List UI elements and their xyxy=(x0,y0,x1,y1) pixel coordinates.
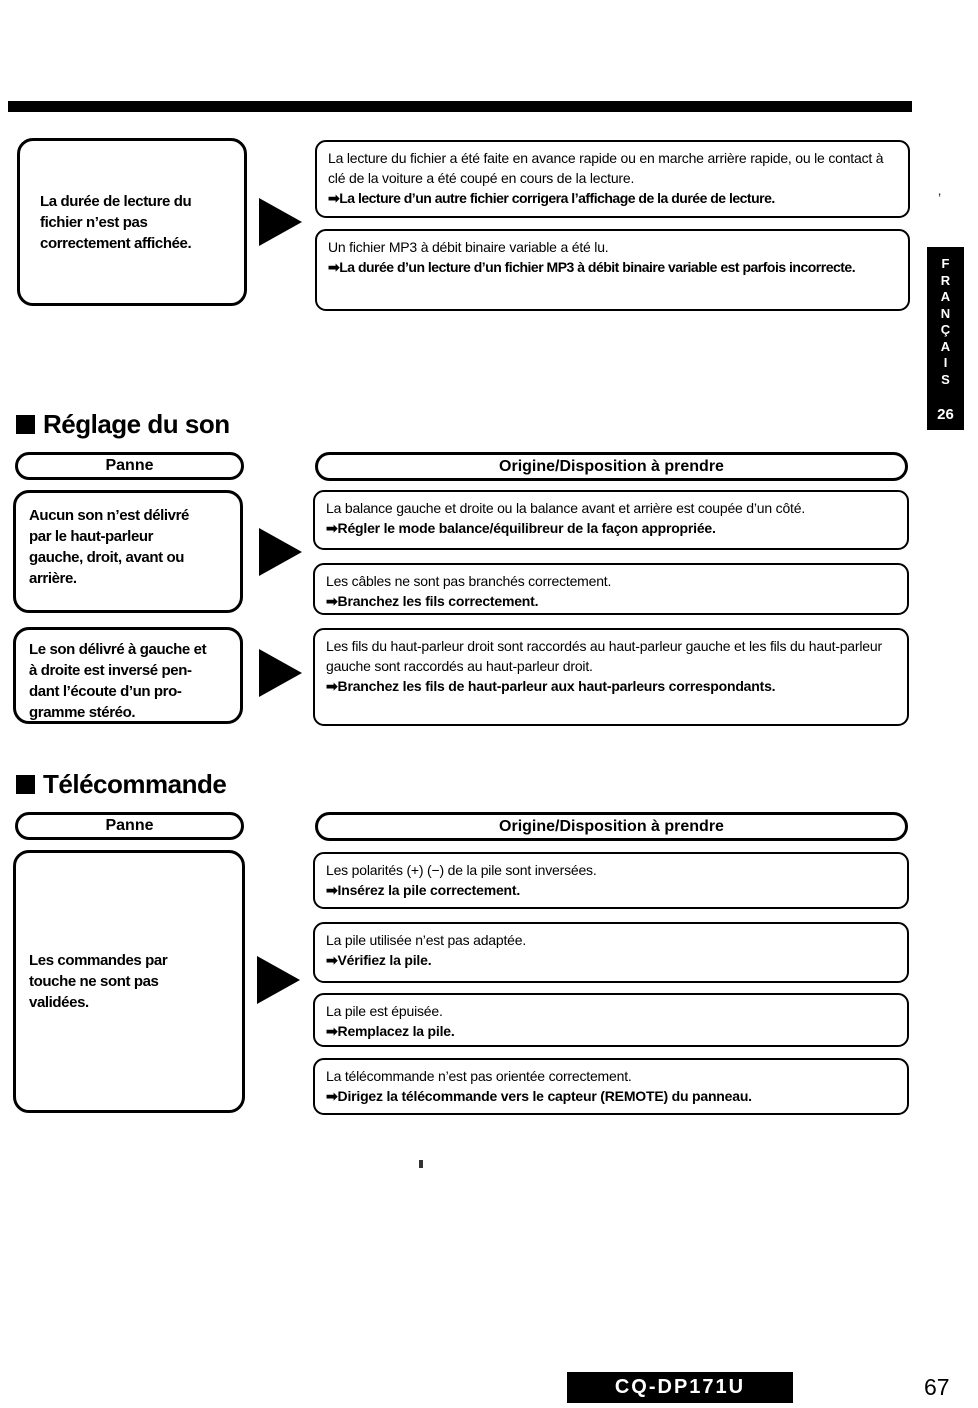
cause-box xyxy=(313,563,909,615)
panne-line: La durée de lecture du xyxy=(40,192,192,210)
pill-label: Origine/Disposition à prendre xyxy=(499,817,724,835)
panne-line: correctement affichée. xyxy=(40,234,192,252)
panne-line: dant l’écoute d’un pro- xyxy=(29,683,182,700)
cause-text: La télécommande n’est pas orientée correctement. xyxy=(326,1068,632,1084)
scan-speck xyxy=(419,1160,423,1168)
lang-letter: A xyxy=(940,338,951,354)
panne-box-remote-keys xyxy=(13,850,245,1113)
panne-box-no-sound xyxy=(13,490,243,613)
panne-line: validées. xyxy=(29,994,89,1011)
cause-box xyxy=(313,852,909,909)
section-header-telecommande xyxy=(16,769,226,800)
lang-letter: R xyxy=(940,272,951,288)
cause-box xyxy=(313,628,909,726)
cause-box xyxy=(313,490,909,550)
stray-mark: ’ xyxy=(938,190,942,206)
panne-line: gramme stéréo. xyxy=(29,704,136,721)
remedy-text: ➡Insérez la pile correctement. xyxy=(326,882,521,898)
column-header-panne xyxy=(15,452,244,480)
panne-line: à droite est inversé pen- xyxy=(29,662,192,679)
section-bullet-icon xyxy=(16,775,35,794)
cause-box xyxy=(315,229,910,311)
panne-line: Le son délivré à gauche et xyxy=(29,641,207,658)
lang-letter: Ç xyxy=(940,322,951,337)
panne-line: Les commandes par xyxy=(29,952,168,969)
column-header-panne xyxy=(15,812,244,840)
panne-line: Aucun son n’est délivré xyxy=(29,507,190,524)
arrow-right-icon xyxy=(259,528,302,576)
remedy-text: ➡La lecture d’un autre fichier corrigera l’affichage de la durée de lecture. xyxy=(328,190,775,206)
cause-text: Les polarités (+) (−) de la pile sont inversées. xyxy=(326,862,597,878)
column-header-origine xyxy=(315,452,908,481)
cause-box xyxy=(313,993,909,1047)
section-header-reglage xyxy=(16,409,230,440)
remedy-text: ➡Remplacez la pile. xyxy=(326,1023,455,1039)
panne-line: fichier n’est pas xyxy=(40,213,148,231)
remedy-text: ➡La durée d’un lecture d’un fichier MP3 à débit binaire variable est parfois incorrecte. xyxy=(328,259,856,275)
lang-letter: S xyxy=(941,371,950,387)
panne-box-inverted-sound xyxy=(13,627,243,724)
cause-text: Les câbles ne sont pas branchés correctement. xyxy=(326,573,612,589)
model-plate xyxy=(567,1372,793,1403)
cause-text: La lecture du fichier a été faite en avance rapide ou en marche arrière rapide, ou le contact à clé de la voiture a été coupé en cours de la lecture. xyxy=(328,150,884,186)
panne-line: par le haut-parleur xyxy=(29,528,154,545)
panne-line: gauche, droit, avant ou xyxy=(29,549,184,566)
language-tab xyxy=(927,247,964,430)
model-number: CQ-DP171U xyxy=(614,1376,746,1398)
panne-line: touche ne sont pas xyxy=(29,973,159,990)
arrow-right-icon xyxy=(257,956,300,1004)
cause-box xyxy=(313,922,909,983)
pill-label: Panne xyxy=(105,457,154,474)
pill-label: Origine/Disposition à prendre xyxy=(499,457,724,475)
pill-label: Panne xyxy=(105,817,154,834)
remedy-text: ➡Régler le mode balance/équilibreur de la façon appropriée. xyxy=(326,520,716,536)
column-header-origine xyxy=(315,812,908,841)
lang-letter: N xyxy=(940,305,951,321)
remedy-text: ➡Branchez les fils de haut-parleur aux haut-parleurs correspondants. xyxy=(326,678,776,694)
page-number: 67 xyxy=(924,1374,950,1400)
panne-line: arrière. xyxy=(29,570,77,587)
top-rule xyxy=(8,101,912,112)
remedy-text: ➡Vérifiez la pile. xyxy=(326,952,432,968)
section-title: Télécommande xyxy=(43,769,227,799)
remedy-text: ➡Branchez les fils correctement. xyxy=(326,593,539,609)
section-bullet-icon xyxy=(16,415,35,434)
section-page-badge: 26 xyxy=(937,406,954,423)
arrow-right-icon xyxy=(259,198,302,246)
cause-text: La pile est épuisée. xyxy=(326,1003,443,1019)
lang-letter: F xyxy=(941,256,950,271)
cause-text: Un fichier MP3 à débit binaire variable a été lu. xyxy=(328,239,609,255)
cause-text: La balance gauche et droite ou la balance avant et arrière est coupée d’un côté. xyxy=(326,500,806,516)
arrow-right-icon xyxy=(259,649,302,697)
panne-box-duration xyxy=(17,138,247,306)
lang-letter: A xyxy=(940,289,951,304)
cause-text: Les fils du haut-parleur droit sont raccordés au haut-parleur gauche et les fils du haut-parleur gauche sont raccordés au haut-parleur droit. xyxy=(326,638,882,674)
remedy-text: ➡Dirigez la télécommande vers le capteur (REMOTE) du panneau. xyxy=(326,1088,752,1104)
cause-box xyxy=(315,140,910,218)
cause-box xyxy=(313,1058,909,1115)
section-title: Réglage du son xyxy=(43,409,230,439)
cause-text: La pile utilisée n’est pas adaptée. xyxy=(326,932,527,948)
lang-letter: I xyxy=(943,355,948,370)
